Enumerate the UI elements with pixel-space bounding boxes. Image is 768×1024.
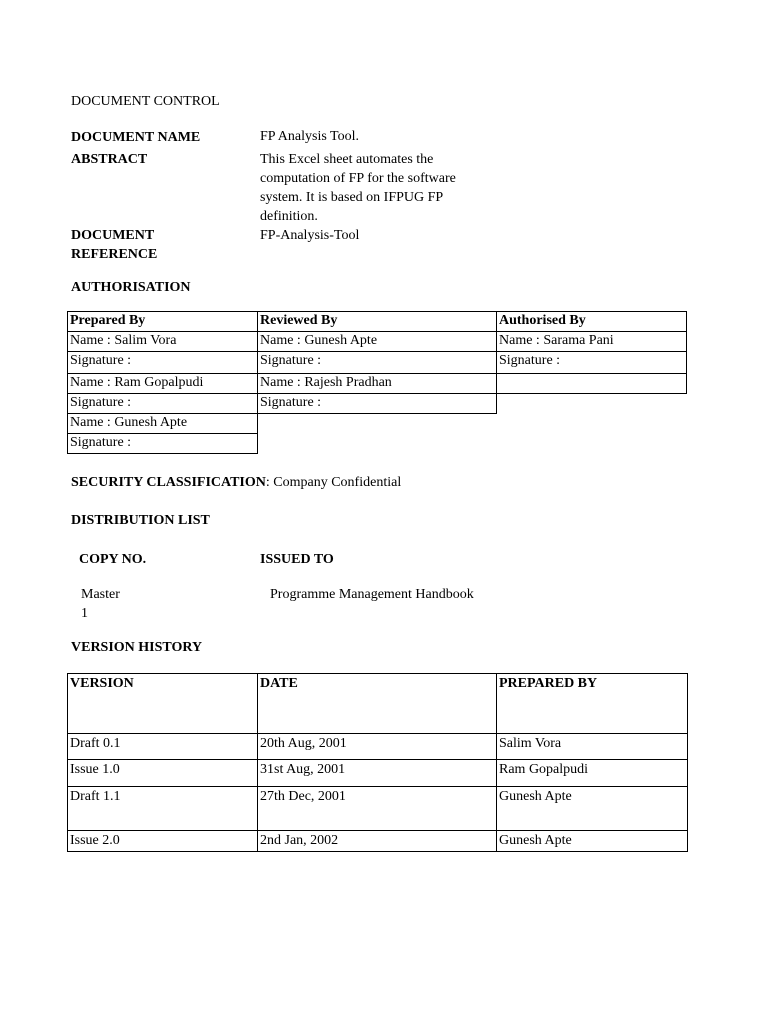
issued-to-value: Programme Management Handbook [270, 587, 474, 602]
table-row [68, 394, 687, 414]
table-row [68, 352, 687, 374]
abstract-label: ABSTRACT [71, 152, 148, 167]
issued-to-header: ISSUED TO [260, 552, 334, 567]
reviewed-cell: Name : Rajesh Pradhan [258, 374, 497, 394]
table-row [68, 414, 687, 434]
version-cell: Draft 0.1 [68, 734, 258, 760]
reviewed-cell: Signature : [258, 352, 497, 374]
abstract-line: system. It is based on IFPUG FP [260, 190, 444, 205]
document-name-value: FP Analysis Tool. [260, 129, 359, 144]
prepared-cell: Signature : [68, 394, 258, 414]
date-cell: 20th Aug, 2001 [258, 734, 497, 760]
security-classification [71, 473, 401, 492]
table-row [68, 787, 688, 831]
header-version: VERSION [68, 674, 258, 734]
table-row [68, 374, 687, 394]
distribution-list-title: DISTRIBUTION LIST [71, 513, 210, 528]
document-reference-label: DOCUMENT [71, 228, 155, 243]
copy-no-value: Master [81, 587, 120, 602]
prepared-cell: Name : Salim Vora [68, 332, 258, 352]
table-header-row [68, 674, 688, 734]
version-cell: Draft 1.1 [68, 787, 258, 831]
version-cell: Issue 1.0 [68, 760, 258, 787]
document-reference-label-2: REFERENCE [71, 247, 158, 262]
table-row [68, 434, 687, 454]
prepared-by-cell: Ram Gopalpudi [497, 760, 688, 787]
abstract-line: computation of FP for the software [260, 171, 456, 186]
date-cell: 27th Dec, 2001 [258, 787, 497, 831]
header-authorised-by: Authorised By [497, 312, 687, 332]
reviewed-cell: Signature : [258, 394, 497, 414]
reviewed-cell: Name : Gunesh Apte [258, 332, 497, 352]
date-cell: 2nd Jan, 2002 [258, 831, 497, 852]
prepared-by-cell: Gunesh Apte [497, 831, 688, 852]
table-row [68, 734, 688, 760]
authorised-cell: Name : Sarama Pani [497, 332, 687, 352]
authorised-cell: Signature : [497, 352, 687, 374]
authorisation-title: AUTHORISATION [71, 280, 191, 295]
prepared-cell: Signature : [68, 434, 258, 454]
header-prepared-by: PREPARED BY [497, 674, 688, 734]
prepared-cell: Name : Gunesh Apte [68, 414, 258, 434]
version-history-title: VERSION HISTORY [71, 640, 203, 655]
page-title: DOCUMENT CONTROL [71, 94, 220, 109]
prepared-by-cell: Salim Vora [497, 734, 688, 760]
header-prepared-by: Prepared By [68, 312, 258, 332]
prepared-cell: Signature : [68, 352, 258, 374]
header-reviewed-by: Reviewed By [258, 312, 497, 332]
table-row [68, 312, 687, 332]
document-reference-value: FP-Analysis-Tool [260, 228, 360, 243]
security-classification-value: : Company Confidential [265, 475, 402, 490]
abstract-line: This Excel sheet automates the [260, 152, 434, 167]
copy-no-value: 1 [81, 606, 88, 621]
authorisation-table [67, 311, 687, 454]
prepared-by-cell: Gunesh Apte [497, 787, 688, 831]
table-row [68, 760, 688, 787]
authorised-cell [497, 374, 687, 394]
header-date: DATE [258, 674, 497, 734]
copy-no-header: COPY NO. [79, 552, 147, 567]
version-cell: Issue 2.0 [68, 831, 258, 852]
table-row [68, 332, 687, 352]
prepared-cell: Name : Ram Gopalpudi [68, 374, 258, 394]
table-row [68, 831, 688, 852]
document-name-label: DOCUMENT NAME [71, 130, 201, 145]
version-history-table [67, 673, 688, 852]
abstract-line: definition. [260, 209, 318, 224]
security-classification-label: SECURITY CLASSIFICATION [71, 475, 266, 490]
date-cell: 31st Aug, 2001 [258, 760, 497, 787]
